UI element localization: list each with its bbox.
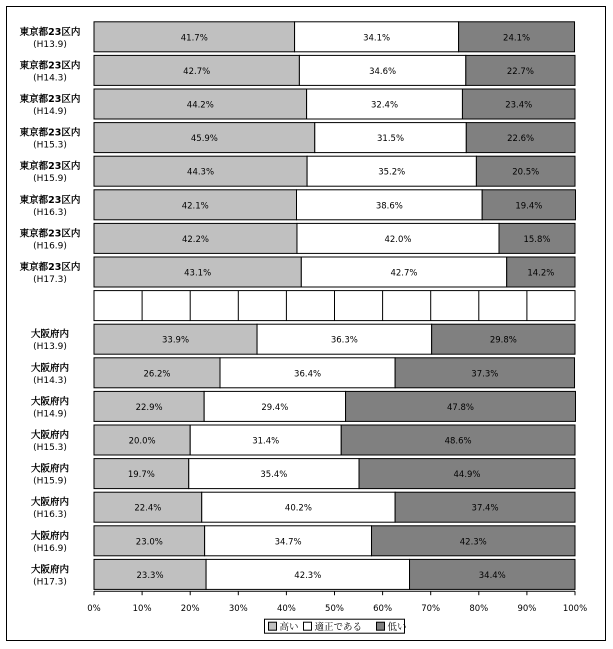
data-label: 34.1% <box>363 33 391 44</box>
x-tick-label: 70% <box>421 604 441 615</box>
x-tick-label: 10% <box>132 604 152 615</box>
legend-swatch <box>304 622 312 630</box>
data-label: 42.0% <box>384 234 412 245</box>
period-label: (H15.9) <box>33 476 67 487</box>
data-label: 22.6% <box>507 134 535 145</box>
legend-swatch <box>269 622 277 630</box>
region-label: 東京都23区内 <box>19 26 81 38</box>
x-tick-label: 90% <box>517 604 537 615</box>
period-label: (H17.3) <box>33 275 67 285</box>
x-tick-label: 0% <box>87 604 101 615</box>
period-label: (H13.9) <box>33 39 67 50</box>
data-label: 35.4% <box>260 470 288 481</box>
data-label: 34.6% <box>369 66 397 77</box>
period-label: (H13.9) <box>33 342 67 353</box>
data-label: 36.4% <box>294 369 322 380</box>
data-label: 44.9% <box>453 470 481 481</box>
period-label: (H15.9) <box>33 174 67 185</box>
data-label: 48.6% <box>444 436 472 447</box>
x-tick-label: 80% <box>469 604 489 615</box>
data-label: 19.7% <box>127 470 155 481</box>
region-label: 東京都23区内 <box>19 228 81 240</box>
data-label: 33.9% <box>162 335 190 346</box>
region-label: 大阪府内 <box>30 329 70 341</box>
data-label: 23.3% <box>136 570 164 581</box>
data-label: 42.1% <box>181 201 209 212</box>
data-label: 34.7% <box>274 537 302 548</box>
data-label: 20.0% <box>128 436 156 447</box>
region-label: 大阪府内 <box>30 362 70 374</box>
legend-label: 適正である <box>314 622 363 634</box>
data-label: 43.1% <box>184 268 212 279</box>
data-label: 22.7% <box>506 66 534 77</box>
data-label: 29.8% <box>489 335 517 346</box>
period-label: (H16.9) <box>33 543 67 554</box>
period-label: (H15.3) <box>33 443 67 453</box>
data-label: 31.4% <box>252 436 280 447</box>
data-label: 24.1% <box>503 33 531 44</box>
data-label: 32.4% <box>371 100 399 111</box>
legend-swatch <box>377 622 385 630</box>
data-label: 44.2% <box>186 100 214 111</box>
region-label: 東京都23区内 <box>19 94 81 105</box>
region-label: 大阪府内 <box>30 497 70 509</box>
period-label: (H16.9) <box>33 241 67 252</box>
data-label: 47.8% <box>447 402 475 413</box>
period-label: (H14.9) <box>33 107 67 117</box>
data-label: 41.7% <box>180 33 208 44</box>
x-tick-label: 100% <box>562 604 588 615</box>
region-label: 大阪府内 <box>30 430 70 441</box>
x-tick-label: 30% <box>228 604 248 615</box>
period-label: (H14.9) <box>33 409 67 420</box>
x-tick-label: 20% <box>180 604 200 615</box>
data-label: 29.4% <box>261 402 289 413</box>
data-label: 22.4% <box>134 503 162 514</box>
data-label: 44.3% <box>187 167 215 178</box>
data-label: 40.2% <box>284 503 312 514</box>
data-label: 45.9% <box>190 134 218 145</box>
data-label: 37.3% <box>471 369 499 380</box>
data-label: 42.3% <box>459 537 487 548</box>
region-label: 東京都23区内 <box>19 161 81 173</box>
region-label: 東京都23区内 <box>19 194 81 206</box>
data-label: 14.2% <box>527 268 555 279</box>
period-label: (H17.3) <box>33 577 67 588</box>
data-label: 42.7% <box>183 66 211 77</box>
data-label: 37.4% <box>471 503 499 514</box>
data-label: 15.8% <box>523 234 551 245</box>
data-label: 36.3% <box>330 335 358 346</box>
period-label: (H14.3) <box>33 375 67 386</box>
data-label: 23.0% <box>135 537 163 548</box>
region-label: 東京都23区内 <box>19 262 81 273</box>
region-label: 大阪府内 <box>30 530 70 542</box>
x-tick-label: 40% <box>276 604 296 615</box>
data-label: 42.2% <box>181 234 209 245</box>
data-label: 31.5% <box>377 134 405 145</box>
data-label: 26.2% <box>143 369 171 380</box>
period-label: (H16.3) <box>33 207 67 218</box>
period-label: (H16.3) <box>33 510 67 521</box>
data-label: 35.2% <box>378 167 406 178</box>
x-tick-label: 60% <box>373 604 393 615</box>
x-tick-label: 50% <box>325 604 344 615</box>
period-label: (H14.3) <box>33 73 67 84</box>
data-label: 42.3% <box>294 570 322 581</box>
region-label: 東京都23区内 <box>19 127 81 139</box>
data-label: 20.5% <box>512 167 540 178</box>
region-label: 大阪府内 <box>30 396 70 408</box>
period-label: (H15.3) <box>33 140 67 151</box>
data-label: 23.4% <box>505 100 533 111</box>
region-label: 大阪府内 <box>30 564 70 576</box>
data-label: 42.7% <box>390 268 418 279</box>
legend-label: 高い <box>279 622 299 634</box>
data-label: 19.4% <box>515 201 543 212</box>
data-label: 34.4% <box>478 570 506 581</box>
legend-label: 低い <box>387 622 407 634</box>
region-label: 大阪府内 <box>30 463 70 475</box>
data-label: 38.6% <box>375 201 403 212</box>
region-label: 東京都23区内 <box>19 60 81 72</box>
data-label: 22.9% <box>135 402 163 413</box>
